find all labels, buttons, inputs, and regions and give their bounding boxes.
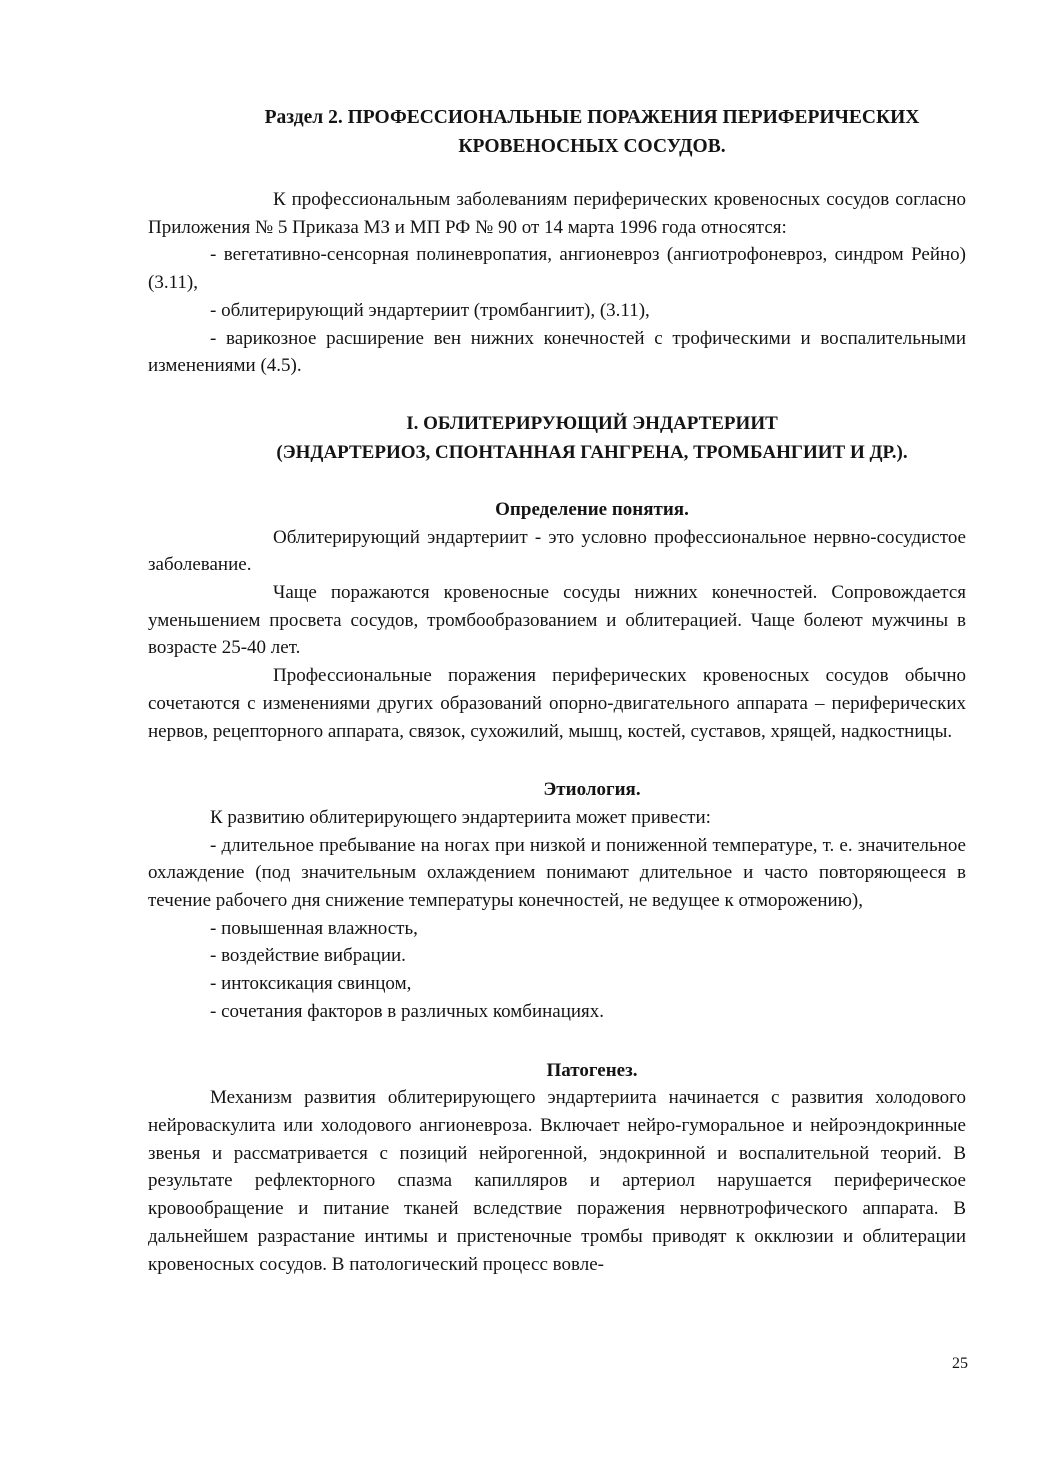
pathogenesis-paragraph: Механизм развития облитерирующего эндартериита начинается с развития холодового нейроваскулита или холодового ангионевроза. Включает нейро-гуморальное и нейроэндокринные звенья и рассматривается с позиций нейрогенной, эндокринной и воспалительной теорий. В результате рефлекторного спазма капилляров и артериол нарушается периферическое кровообращение и питание тканей вследствие поражения нервнотрофического аппарата. В дальнейшем разрастание интимы и пристеночные тромбы приводят к окклюзии и облитерации кровеносных сосудов. В патологический процесс вовле- bbox=[148, 1087, 966, 1275]
etiology-heading: Этиология. bbox=[543, 779, 641, 801]
definition-paragraph: Чаще поражаются кровеносные сосуды нижних конечностей. Сопровождается уменьшением просвета сосудов, тромбообразованием и облитерацией. Чаще болеют мужчины в возрасте 25-40 лет. bbox=[148, 582, 966, 659]
chapter-title-line1: I. ОБЛИТЕРИРУЮЩИЙ ЭНДАРТЕРИИТ bbox=[406, 412, 778, 434]
etiology-list-item: - повышенная влажность, bbox=[210, 917, 418, 939]
etiology-list-item: - интоксикация свинцом, bbox=[210, 973, 412, 995]
definition-paragraph: Профессиональные поражения периферических кровеносных сосудов обычно сочетаются с изменениями других образований опорно-двигательного аппарата – периферических нервов, рецепторного аппарата, связок, сухожилий, мышц, костей, суставов, хрящей, надкостницы. bbox=[148, 665, 966, 742]
etiology-list-item: - сочетания факторов в различных комбинациях. bbox=[210, 1000, 605, 1022]
etiology-list-item: - длительное пребывание на ногах при низкой и пониженной температуре, т. е. значительное охлаждение (под значительным охлаждением понимают длительное и часто повторяющееся в течение рабочего дня снижение температуры конечностей, не ведущее к отморожению), bbox=[148, 834, 966, 912]
intro-paragraph: К профессиональным заболеваниям периферических кровеносных сосудов согласно Приложения № 5 Приказа МЗ и МП РФ № 90 от 14 марта 1996 года относятся: bbox=[148, 189, 966, 238]
intro-list-item: - варикозное расширение вен нижних конечностей с трофическими и воспалительными изменениями (4.5). bbox=[148, 327, 966, 377]
definition-heading: Определение понятия. bbox=[495, 498, 689, 520]
spacer bbox=[148, 161, 966, 186]
chapter-title bbox=[148, 409, 966, 467]
spacer bbox=[148, 380, 966, 409]
chapter-title-line2: (ЭНДАРТЕРИОЗ, СПОНТАННАЯ ГАНГРЕНА, ТРОМБАНГИИТ И ДР.). bbox=[276, 441, 908, 463]
page-content bbox=[148, 103, 966, 1278]
etiology-list-item: - воздействие вибрации. bbox=[210, 945, 406, 967]
section-title-line1: Раздел 2. ПРОФЕССИОНАЛЬНЫЕ ПОРАЖЕНИЯ ПЕРИФЕРИЧЕСКИХ bbox=[264, 107, 920, 128]
spacer bbox=[148, 467, 966, 496]
pathogenesis-heading: Патогенез. bbox=[546, 1059, 638, 1081]
section-title-line2: КРОВЕНОСНЫХ СОСУДОВ. bbox=[458, 136, 726, 157]
intro-list-item: - вегетативно-сенсорная полиневропатия, ангионевроз (ангиотрофоневроз, синдром Рейно) (3.11), bbox=[148, 244, 966, 294]
section-title bbox=[148, 103, 966, 161]
spacer bbox=[148, 745, 966, 776]
etiology-lead: К развитию облитерирующего эндартериита может привести: bbox=[210, 806, 711, 828]
page-number: 25 bbox=[952, 1355, 968, 1372]
definition-paragraph: Облитерирующий эндартериит - это условно профессиональное нервно-сосудистое заболевание. bbox=[148, 526, 966, 576]
intro-list-item: - облитерирующий эндартериит (тромбангиит), (3.11), bbox=[210, 299, 650, 321]
spacer bbox=[148, 1026, 966, 1057]
